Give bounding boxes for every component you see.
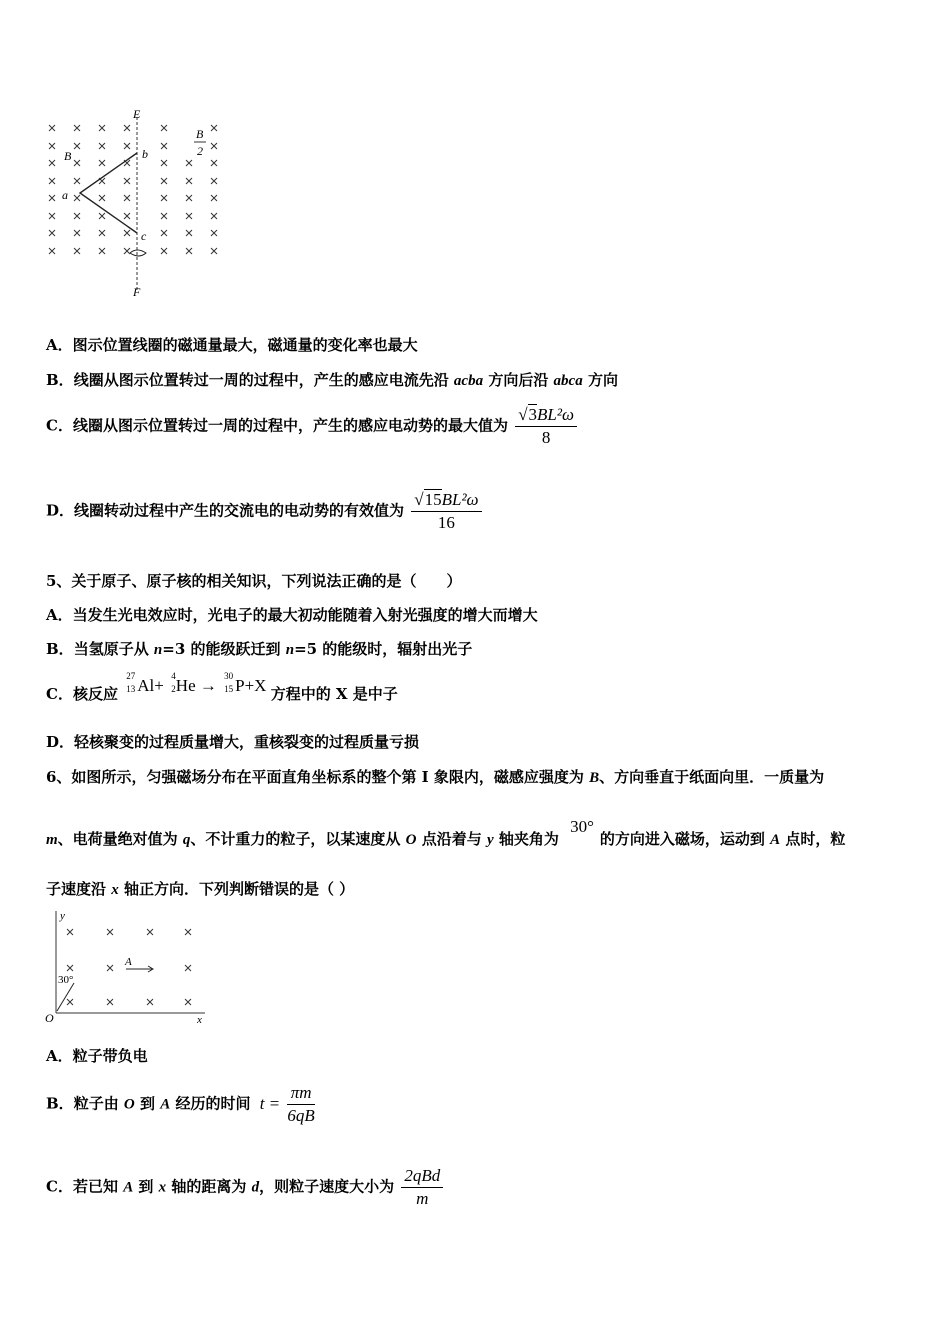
field-cross bbox=[211, 195, 217, 201]
label-F: F bbox=[133, 285, 141, 299]
field-cross bbox=[49, 143, 55, 149]
label-B2-num: B bbox=[196, 127, 204, 141]
field-cross bbox=[161, 160, 167, 166]
field-cross bbox=[67, 999, 73, 1005]
label-E: E bbox=[133, 107, 141, 121]
field-cross bbox=[186, 160, 192, 166]
label-y: y bbox=[60, 910, 65, 922]
field-cross bbox=[74, 160, 80, 166]
nuclear-equation: 27 13 Al+ 4 2 He → 30 15 P+X bbox=[126, 671, 267, 695]
field-cross bbox=[186, 178, 192, 184]
field-cross bbox=[211, 143, 217, 149]
coil-field-figure bbox=[40, 105, 230, 300]
label-c: c bbox=[141, 229, 147, 243]
field-cross bbox=[186, 213, 192, 219]
field-cross bbox=[161, 195, 167, 201]
field-cross bbox=[74, 125, 80, 131]
field-cross bbox=[74, 230, 80, 236]
field-cross bbox=[211, 248, 217, 254]
field-cross bbox=[161, 230, 167, 236]
field-cross bbox=[124, 248, 130, 254]
q6-option-c: C．若已知 A 到 x 轴的距离为 d，则粒子速度大小为 $\frac{\text{2qBd}}{m}$ bbox=[46, 1166, 443, 1209]
field-cross bbox=[99, 213, 105, 219]
field-cross bbox=[107, 929, 113, 935]
rotation-arrow bbox=[130, 250, 146, 256]
field-cross bbox=[124, 195, 130, 201]
field-cross bbox=[186, 230, 192, 236]
field-cross bbox=[74, 248, 80, 254]
label-x: x bbox=[197, 1014, 202, 1025]
field-cross bbox=[49, 125, 55, 131]
field-cross bbox=[186, 195, 192, 201]
field-cross bbox=[185, 999, 191, 1005]
q6-stem-line1: 6、如图所示，匀强磁场分布在平面直角坐标系的整个第 I 象限内，磁感应强度为 B、方向垂直于纸面向里．一质量为 bbox=[46, 768, 825, 786]
field-cross bbox=[107, 965, 113, 971]
angle-30: 30° bbox=[570, 817, 594, 836]
field-cross bbox=[99, 230, 105, 236]
field-cross bbox=[124, 230, 130, 236]
field-cross bbox=[147, 999, 153, 1005]
q6-option-b: B．粒子由 O 到 A 经历的时间 t = $\frac{\pi m}{6qB}$ bbox=[46, 1083, 315, 1125]
field-cross bbox=[124, 178, 130, 184]
q6-option-a: A．粒子带负电 bbox=[46, 1047, 148, 1065]
field-cross bbox=[74, 213, 80, 219]
label-B2-den: 2 bbox=[197, 144, 203, 158]
q6-stem-line2: m、电荷量绝对值为 q、不计重力的粒子，以某速度从 O 点沿着与 y 轴夹角为 30°的方向进入磁场，运动到 A 点时，粒 bbox=[46, 817, 846, 848]
speed-fraction: $\frac{\text{2qBd}}{m}$ bbox=[401, 1166, 443, 1209]
label-O: O bbox=[45, 1011, 54, 1025]
field-cross bbox=[49, 160, 55, 166]
q4-option-b: B．线圈从图示位置转过一周的过程中，产生的感应电流先沿 acba 方向后沿 abca 方向 bbox=[46, 371, 618, 389]
field-cross bbox=[99, 195, 105, 201]
time-fraction: $\frac{\pi m}{6qB}$ bbox=[287, 1083, 315, 1125]
field-cross bbox=[211, 230, 217, 236]
field-cross bbox=[161, 143, 167, 149]
field-cross bbox=[67, 929, 73, 935]
field-cross bbox=[74, 195, 80, 201]
field-cross bbox=[49, 230, 55, 236]
q6-stem-line3: 子速度沿 x 轴正方向．下列判断错误的是（ ） bbox=[46, 880, 355, 898]
emf-max-fraction: $\frac{\text{√3BL²ω}}{8}$ bbox=[515, 405, 577, 448]
q5-option-b: B．当氢原子从 n=3 的能级跃迁到 n=5 的能级时，辐射出光子 bbox=[46, 640, 473, 658]
field-cross bbox=[161, 178, 167, 184]
field-cross bbox=[124, 143, 130, 149]
label-a: a bbox=[62, 188, 68, 202]
q4-option-c: C．线圈从图示位置转过一周的过程中，产生的感应电动势的最大值为 $\frac{\text{√3BL²ω}}{8}$ bbox=[46, 405, 577, 448]
field-cross bbox=[49, 195, 55, 201]
field-cross bbox=[211, 213, 217, 219]
q4-option-d: D．线圈转动过程中产生的交流电的电动势的有效值为 $\frac{\text{√15BL²ω}}{16}$ bbox=[46, 490, 482, 533]
q5-option-c: C．核反应 27 13 Al+ 4 2 He → 30 15 P+X 方程中的 X 是中子 bbox=[46, 671, 398, 703]
field-cross bbox=[185, 965, 191, 971]
field-cross bbox=[211, 125, 217, 131]
field-cross bbox=[99, 248, 105, 254]
field-cross bbox=[49, 248, 55, 254]
q5-stem: 5、关于原子、原子核的相关知识，下列说法正确的是（ ） bbox=[46, 572, 462, 590]
field-cross bbox=[67, 965, 73, 971]
emf-rms-fraction: $\frac{\text{√15BL²ω}}{16}$ bbox=[411, 490, 481, 533]
field-cross bbox=[99, 143, 105, 149]
field-cross bbox=[185, 929, 191, 935]
field-cross bbox=[211, 160, 217, 166]
field-cross bbox=[161, 125, 167, 131]
label-B: B bbox=[64, 149, 72, 163]
label-A: A bbox=[125, 956, 132, 968]
field-cross bbox=[161, 213, 167, 219]
field-crosses bbox=[49, 125, 217, 254]
entry-direction bbox=[57, 983, 74, 1011]
field-cross bbox=[99, 160, 105, 166]
field-cross bbox=[211, 178, 217, 184]
label-angle: 30° bbox=[58, 974, 74, 986]
field-cross bbox=[161, 248, 167, 254]
field-cross bbox=[49, 213, 55, 219]
field-cross bbox=[147, 929, 153, 935]
q4-option-a: A．图示位置线圈的磁通量最大，磁通量的变化率也最大 bbox=[46, 336, 418, 354]
field-cross bbox=[124, 125, 130, 131]
q5-option-d: D．轻核聚变的过程质量增大，重核裂变的过程质量亏损 bbox=[46, 733, 420, 751]
field-cross bbox=[99, 125, 105, 131]
field-cross bbox=[124, 213, 130, 219]
field-cross bbox=[107, 999, 113, 1005]
label-b: b bbox=[142, 147, 148, 161]
q5-option-a: A．当发生光电效应时，光电子的最大初动能随着入射光强度的增大而增大 bbox=[46, 606, 538, 624]
field-cross bbox=[74, 143, 80, 149]
field-cross bbox=[74, 178, 80, 184]
field-cross bbox=[186, 248, 192, 254]
quadrant-field-figure bbox=[40, 905, 215, 1025]
field-cross bbox=[49, 178, 55, 184]
